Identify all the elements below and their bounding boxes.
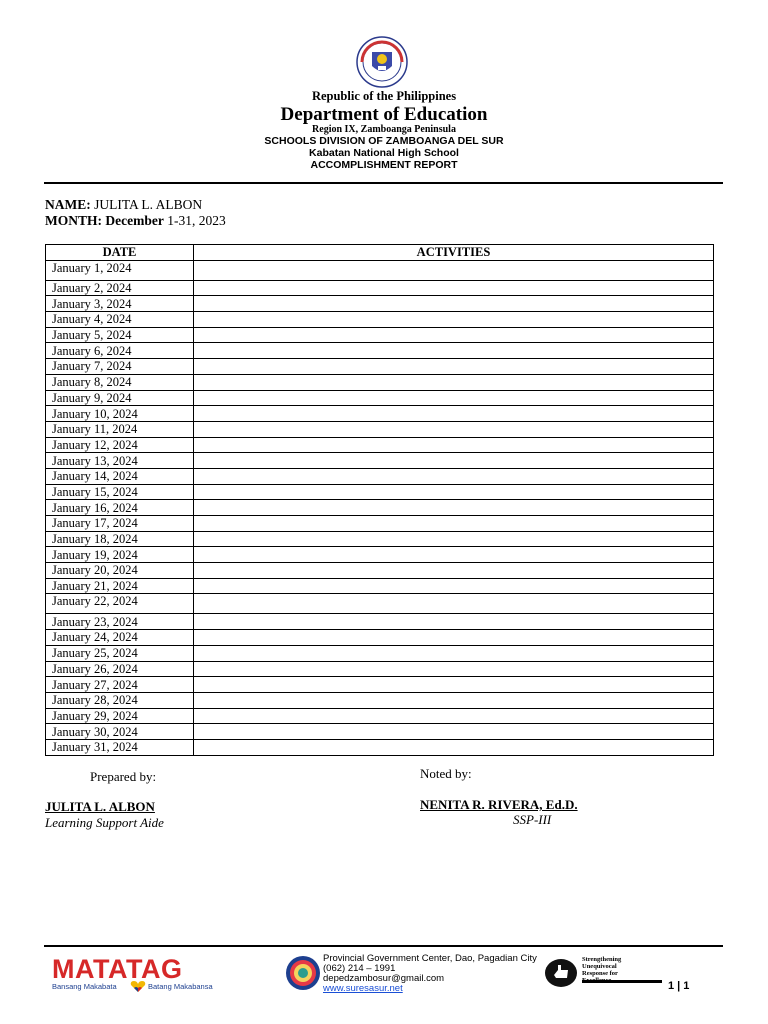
date-cell: January 1, 2024 (46, 260, 194, 280)
activity-cell (194, 739, 714, 755)
activity-cell (194, 516, 714, 532)
table-row (46, 645, 714, 661)
activity-cell (194, 677, 714, 693)
header-school: Kabatan National High School (309, 147, 459, 159)
date-cell: January 6, 2024 (46, 343, 194, 359)
table-row (46, 280, 714, 296)
activities-header: ACTIVITIES (194, 245, 714, 261)
footer-website-link[interactable]: www.suresasur.net (323, 983, 403, 994)
name-value: JULITA L. ALBON (94, 197, 203, 212)
table-row (46, 739, 714, 755)
table-row (46, 677, 714, 693)
date-cell: January 23, 2024 (46, 614, 194, 630)
date-cell: January 8, 2024 (46, 374, 194, 390)
date-cell: January 4, 2024 (46, 312, 194, 328)
activity-cell (194, 406, 714, 422)
activity-cell (194, 468, 714, 484)
activity-cell (194, 280, 714, 296)
activity-cell (194, 327, 714, 343)
activity-cell (194, 390, 714, 406)
date-cell: January 12, 2024 (46, 437, 194, 453)
date-cell: January 24, 2024 (46, 630, 194, 646)
activity-cell (194, 661, 714, 677)
footer-phone: (062) 214 – 1991 (323, 963, 396, 974)
table-row (46, 296, 714, 312)
date-cell: January 22, 2024 (46, 594, 194, 614)
date-cell: January 21, 2024 (46, 578, 194, 594)
table-row (46, 547, 714, 563)
activity-cell (194, 260, 714, 280)
date-cell: January 20, 2024 (46, 563, 194, 579)
activity-cell (194, 453, 714, 469)
table-row (46, 724, 714, 740)
sure-badge-icon (544, 958, 578, 988)
footer-divider (44, 945, 723, 947)
activity-cell (194, 708, 714, 724)
activity-cell (194, 563, 714, 579)
sure-line-1: Strengthening (582, 956, 622, 963)
table-row (46, 516, 714, 532)
table-row (46, 390, 714, 406)
date-cell: January 14, 2024 (46, 468, 194, 484)
activity-cell (194, 614, 714, 630)
table-row (46, 500, 714, 516)
activity-cell (194, 692, 714, 708)
activity-cell (194, 547, 714, 563)
activity-cell (194, 484, 714, 500)
date-cell: January 17, 2024 (46, 516, 194, 532)
date-cell: January 31, 2024 (46, 739, 194, 755)
table-row (46, 437, 714, 453)
prepared-by-position: Learning Support Aide (45, 815, 164, 830)
table-row (46, 692, 714, 708)
date-cell: January 5, 2024 (46, 327, 194, 343)
table-row (46, 421, 714, 437)
date-cell: January 2, 2024 (46, 280, 194, 296)
heart-icon (130, 980, 146, 993)
table-row (46, 578, 714, 594)
table-row (46, 563, 714, 579)
activity-cell (194, 437, 714, 453)
accomplishment-table (45, 244, 714, 756)
provincial-seal-icon (285, 955, 321, 991)
table-row (46, 374, 714, 390)
table-row (46, 630, 714, 646)
date-cell: January 28, 2024 (46, 692, 194, 708)
table-row (46, 484, 714, 500)
activity-cell (194, 594, 714, 614)
table-row (46, 468, 714, 484)
activity-cell (194, 630, 714, 646)
deped-seal-icon (356, 36, 408, 88)
table-row (46, 708, 714, 724)
table-row (46, 359, 714, 375)
sure-line-3: Response for (582, 970, 618, 977)
activity-cell (194, 724, 714, 740)
date-cell: January 9, 2024 (46, 390, 194, 406)
name-label: NAME: (45, 197, 91, 212)
header-divider (44, 182, 723, 184)
noted-by-position: SSP-III (513, 812, 552, 827)
sure-line-2: Unequivocal (582, 963, 617, 970)
date-cell: January 7, 2024 (46, 359, 194, 375)
activity-cell (194, 645, 714, 661)
table-row (46, 312, 714, 328)
activity-cell (194, 343, 714, 359)
employee-name-line (45, 198, 202, 212)
table-row (46, 614, 714, 630)
activity-cell (194, 578, 714, 594)
header-division: SCHOOLS DIVISION OF ZAMBOANGA DEL SUR (264, 135, 504, 147)
date-cell: January 15, 2024 (46, 484, 194, 500)
sure-underline (582, 980, 662, 983)
activity-cell (194, 531, 714, 547)
month-bold: December (105, 213, 164, 228)
header-republic: Republic of the Philippines (311, 89, 457, 103)
header-region: Region IX, Zamboanga Peninsula (312, 124, 456, 135)
activity-cell (194, 312, 714, 328)
table-row (46, 327, 714, 343)
matatag-tagline-right: Batang Makabansa (148, 982, 213, 991)
table-row (46, 661, 714, 677)
table-body (46, 260, 714, 755)
month-rest: 1-31, 2023 (167, 213, 226, 228)
date-cell: January 19, 2024 (46, 547, 194, 563)
table-row (46, 260, 714, 280)
activity-cell (194, 421, 714, 437)
table-row (46, 343, 714, 359)
page-number: 1 | 1 (668, 980, 690, 992)
activity-cell (194, 359, 714, 375)
matatag-logo (52, 956, 217, 996)
table-header-row (46, 245, 714, 261)
matatag-wordmark: MATATAG (52, 954, 183, 984)
report-title: ACCOMPLISHMENT REPORT (310, 159, 458, 171)
date-cell: January 13, 2024 (46, 453, 194, 469)
date-cell: January 25, 2024 (46, 645, 194, 661)
month-label: MONTH: (45, 213, 102, 228)
table-row (46, 594, 714, 614)
date-cell: January 30, 2024 (46, 724, 194, 740)
noted-by-label: Noted by: (420, 766, 472, 781)
activity-cell (194, 500, 714, 516)
date-cell: January 27, 2024 (46, 677, 194, 693)
month-line (45, 214, 226, 228)
footer-email: depedzambosur@gmail.com (323, 973, 445, 984)
header-department: Department of Education (280, 104, 488, 125)
date-cell: January 29, 2024 (46, 708, 194, 724)
date-cell: January 16, 2024 (46, 500, 194, 516)
prepared-by-label: Prepared by: (90, 769, 157, 784)
table-row (46, 406, 714, 422)
matatag-tagline-left: Bansang Makabata (52, 982, 117, 991)
date-cell: January 11, 2024 (46, 421, 194, 437)
date-cell: January 3, 2024 (46, 296, 194, 312)
date-header: DATE (46, 245, 194, 261)
activity-cell (194, 374, 714, 390)
table-row (46, 453, 714, 469)
prepared-by-name: JULITA L. ALBON (45, 799, 155, 814)
noted-by-name: NENITA R. RIVERA, Ed.D. (420, 797, 578, 812)
date-cell: January 18, 2024 (46, 531, 194, 547)
date-cell: January 26, 2024 (46, 661, 194, 677)
activity-cell (194, 296, 714, 312)
table-row (46, 531, 714, 547)
footer-address: Provincial Government Center, Dao, Pagadian City (323, 953, 537, 964)
date-cell: January 10, 2024 (46, 406, 194, 422)
